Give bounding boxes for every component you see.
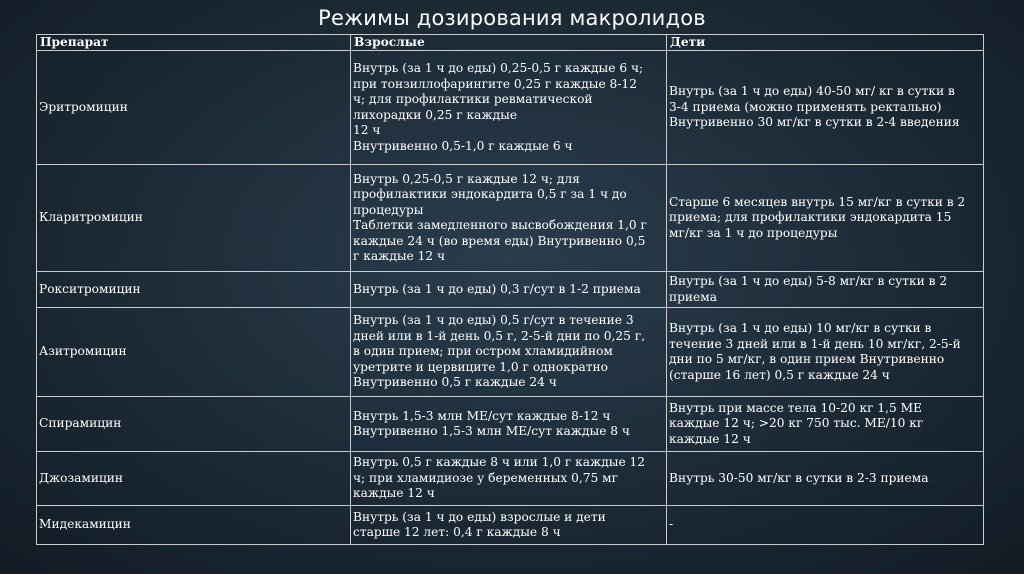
header-drug: Препарат <box>37 35 351 51</box>
child-dosage: Старше 6 месяцев внутрь 15 мг/кг в сутки в 2 приема; для профилактики эндокардита 15 мг/кг за 1 ч до процедуры <box>667 165 984 272</box>
drug-name: Азитромицин <box>37 308 351 397</box>
adult-dosage: Внутрь (за 1 ч до еды) взрослые и дети старше 12 лет: 0,4 г каждые 8 ч <box>351 506 667 545</box>
drug-name: Кларитромицин <box>37 165 351 272</box>
adult-dosage: Внутрь 1,5-3 млн МЕ/сут каждые 8-12 ч Внутривенно 1,5-3 млн МЕ/сут каждые 8 ч <box>351 397 667 452</box>
header-children: Дети <box>667 35 984 51</box>
drug-name: Эритромицин <box>37 51 351 165</box>
table-header-row <box>37 35 984 51</box>
drug-name: Мидекамицин <box>37 506 351 545</box>
child-dosage: Внутрь (за 1 ч до еды) 5-8 мг/кг в сутки в 2 приема <box>667 272 984 308</box>
adult-dosage: Внутрь (за 1 ч до еды) 0,3 г/сут в 1-2 приема <box>351 272 667 308</box>
adult-dosage: Внутрь (за 1 ч до еды) 0,25-0,5 г каждые 6 ч; при тонзиллофарингите 0,25 г каждые 8-12 ч; для профилактики ревматической лихорадки 0,25 г каждые 12 ч Внутривенно 0,5-1,0 г каждые 6 ч <box>351 51 667 165</box>
adult-dosage: Внутрь 0,25-0,5 г каждые 12 ч; для профилактики эндокардита 0,5 г за 1 ч до процедуры Таблетки замедленного высвобождения 1,0 г каждые 24 ч (во время еды) Внутривенно 0,5 г каждые 12 ч <box>351 165 667 272</box>
drug-name: Спирамицин <box>37 397 351 452</box>
drug-name: Рокситромицин <box>37 272 351 308</box>
table-row <box>37 452 984 506</box>
child-dosage: Внутрь (за 1 ч до еды) 10 мг/кг в сутки в течение 3 дней или в 1-й день 10 мг/кг, 2-5-й дни по 5 мг/кг, в один прием Внутривенно (старше 16 лет) 0,5 г каждые 24 ч <box>667 308 984 397</box>
drug-name: Джозамицин <box>37 452 351 506</box>
header-adults: Взрослые <box>351 35 667 51</box>
slide-title: Режимы дозирования макролидов <box>318 6 706 30</box>
table-row <box>37 308 984 397</box>
table-row <box>37 397 984 452</box>
child-dosage: Внутрь 30-50 мг/кг в сутки в 2-3 приема <box>667 452 984 506</box>
adult-dosage: Внутрь (за 1 ч до еды) 0,5 г/сут в течение 3 дней или в 1-й день 0,5 г, 2-5-й дни по 0,25 г, в один прием; при остром хламидийном уретрите и цервиците 1,0 г однократно Внутривенно 0,5 г каждые 24 ч <box>351 308 667 397</box>
child-dosage: - <box>667 506 984 545</box>
adult-dosage: Внутрь 0,5 г каждые 8 ч или 1,0 г каждые 12 ч; при хламидиозе у беременных 0,75 мг каждые 12 ч <box>351 452 667 506</box>
table-row <box>37 272 984 308</box>
table-row <box>37 165 984 272</box>
dosage-table <box>36 34 984 545</box>
child-dosage: Внутрь (за 1 ч до еды) 40-50 мг/ кг в сутки в 3-4 приема (можно применять ректально) Внутривенно 30 мг/кг в сутки в 2-4 введения <box>667 51 984 165</box>
table-row <box>37 506 984 545</box>
child-dosage: Внутрь при массе тела 10-20 кг 1,5 МЕ каждые 12 ч; >20 кг 750 тыс. МЕ/10 кг каждые 12 ч <box>667 397 984 452</box>
table-row <box>37 51 984 165</box>
